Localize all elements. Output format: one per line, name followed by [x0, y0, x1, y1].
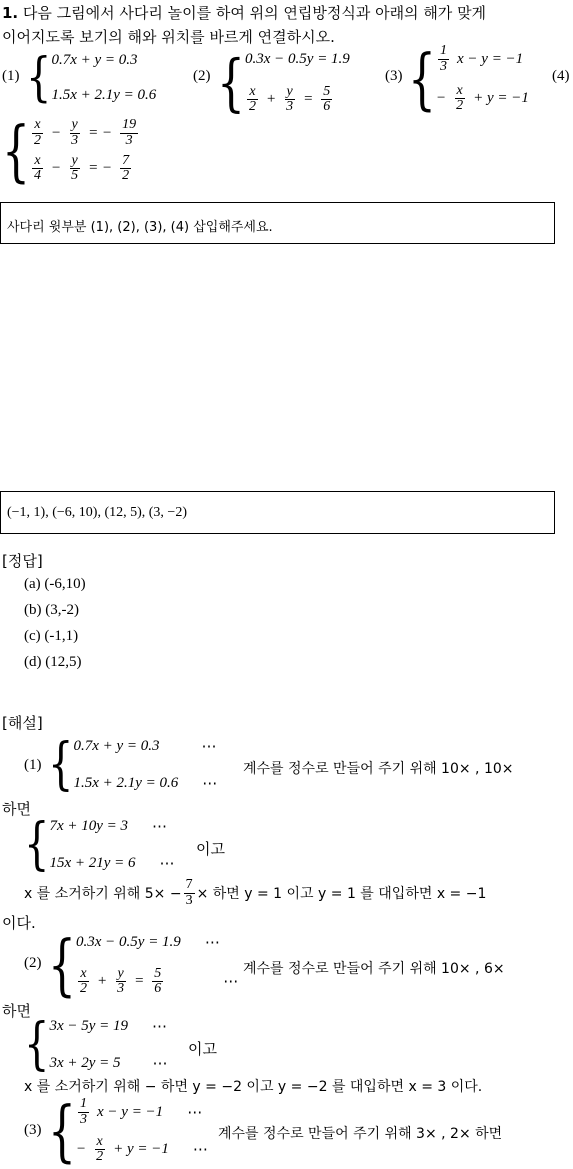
solution-header: [해설] [2, 714, 43, 732]
solution-1-eq1: 0.7x + y = 0.3 [73, 738, 160, 754]
solution-1-then: 하면 [2, 800, 31, 818]
solution-1-end: 이다. [2, 914, 36, 932]
answer-d: (d) (12,5) [24, 654, 82, 670]
system-1-label: (1) [2, 68, 20, 84]
system-1 [26, 50, 156, 106]
solution-1-system: { 0.7x + y = 0.3 ⋯ 1.5x + 2.1y = 0.6 ⋯ [48, 732, 220, 798]
question-text-1: 다음 그림에서 사다리 놀이를 하여 위의 연립방정식과 아래의 해가 맞게 [22, 4, 487, 22]
system-2-eq1: 0.3x − 0.5y = 1.9 [245, 51, 350, 67]
system-1-eq2: 1.5x + 2.1y = 0.6 [51, 87, 157, 103]
solution-2-note: 계수를 정수로 만들어 주기 위해 10× , 6× [243, 961, 505, 977]
system-2: { 0.3x − 0.5y = 1.9 $\frac{x}{2}$ + $\frac{y}{3}$ = $\frac{5}{6}$ [217, 47, 350, 119]
solution-1-label: (1) [24, 757, 42, 773]
answer-b: (b) (3,-2) [24, 602, 79, 618]
solution-3-system: { $\frac{1}{3}$ x − y = −1 ⋯ − $\frac{x}{2}$ + y = −1 ⋯ [48, 1092, 210, 1169]
solution-2-elim: x 를 소거하기 위해 − 하면 y = −2 이고 y = −2 를 대입하면 x = 3 이다. [24, 1079, 483, 1095]
system-2-label: (2) [193, 68, 211, 84]
ladder-bottom-text: (−1, 1), (−6, 10), (12, 5), (3, −2) [7, 505, 187, 520]
solution-1b-eq1: 7x + 10y = 3 [49, 818, 129, 834]
system-3: { $\frac{1}{3}$ x − y = −1 − $\frac{x}{2}$ + y = −1 [408, 40, 529, 118]
question-line1 [2, 2, 486, 23]
ladder-top-text: 사다리 윗부분 (1), (2), (3), (4) 삽입해주세요. [7, 220, 273, 235]
solution-3-note: 계수를 정수로 만들어 주기 위해 3× , 2× 하면 [218, 1126, 503, 1142]
solution-2b-system: { 3x − 5y = 19 ⋯ 3x + 2y = 5 ⋯ [24, 1012, 170, 1078]
solution-1b-system: { 7x + 10y = 3 ⋯ 15x + 21y = 6 ⋯ [24, 812, 177, 878]
answer-header: [정답] [2, 552, 43, 570]
solution-3-label: (3) [24, 1122, 42, 1138]
ladder-top-box [0, 202, 555, 244]
solution-2-system: { 0.3x − 0.5y = 1.9 ⋯ $\frac{x}{2}$ + $\frac{y}{3}$ = $\frac{5}{6}$ ⋯ [48, 926, 241, 1004]
solution-2b-note: 이고 [188, 1040, 217, 1058]
question-line2: 이어지도록 보기의 해와 위치를 바르게 연결하시오. [2, 28, 335, 46]
left-brace: { [2, 112, 30, 190]
system-1-eq1: 0.7x + y = 0.3 [51, 52, 138, 68]
solution-2-eq1: 0.3x − 0.5y = 1.9 [76, 934, 181, 950]
solution-2b-eq1: 3x − 5y = 19 [49, 1018, 129, 1034]
solution-1b-eq2: 15x + 21y = 6 [49, 855, 136, 871]
solution-1b-note: 이고 [196, 840, 225, 858]
system-4-label: (4) [552, 68, 570, 84]
solution-1-note: 계수를 정수로 만들어 주기 위해 10× , 10× [243, 761, 514, 777]
solution-2b-eq2: 3x + 2y = 5 [49, 1055, 121, 1071]
left-brace: { [48, 1092, 76, 1169]
left-brace: { [408, 40, 436, 118]
solution-2-label: (2) [24, 955, 42, 971]
left-brace: { [48, 926, 76, 1004]
left-brace: { [26, 48, 52, 108]
solution-1-eq2: 1.5x + 2.1y = 0.6 [73, 775, 179, 791]
question-number: 1. [2, 4, 19, 22]
solution-2-then: 하면 [2, 1002, 31, 1020]
left-brace: { [217, 47, 245, 119]
left-brace: { [24, 812, 50, 878]
solution-1-elim: x 를 소거하기 위해 5× − $\frac{7}{3}$ × 하면 y = 1 이고 y = 1 를 대입하면 x = −1 [24, 877, 487, 908]
system-3-label: (3) [385, 68, 403, 84]
left-brace: { [48, 732, 74, 798]
ladder-bottom-box [0, 491, 555, 534]
left-brace: { [24, 1012, 50, 1078]
answer-a: (a) (-6,10) [24, 576, 86, 592]
system-4: { $\frac{x}{2}$ − $\frac{y}{3}$ = − $\frac{19}{3}$ $\frac{x}{4}$ − $\frac{y}{5}$ = − $\frac{7}{2}$ [2, 112, 137, 190]
answer-c: (c) (-1,1) [24, 628, 79, 644]
